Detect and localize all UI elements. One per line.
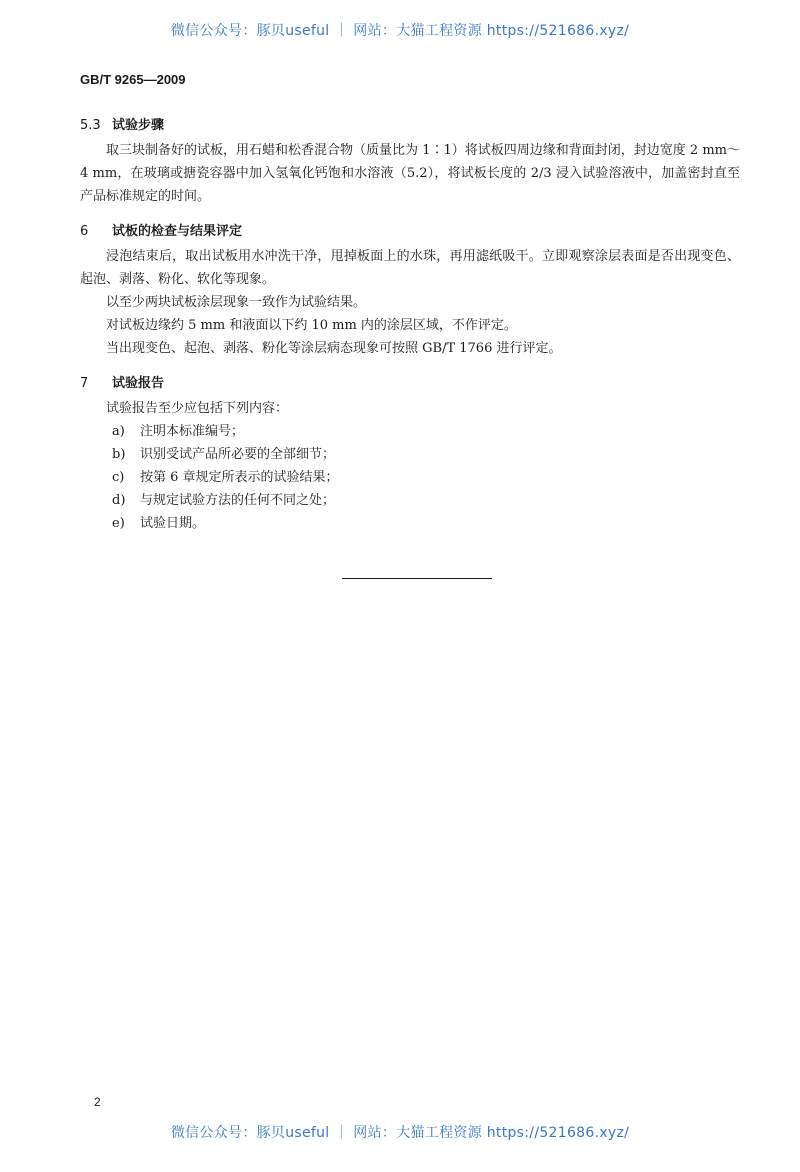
section-title: 试验步骤 (112, 118, 165, 133)
section-number: 7 (80, 376, 89, 391)
list-marker: d) (112, 493, 126, 508)
list-item (80, 512, 740, 535)
watermark-top: 微信公众号：豚贝useful ｜ 网站：大猫工程资源 https://521686.xyz/ (170, 23, 630, 39)
list-item (80, 466, 740, 489)
section-6-heading (80, 220, 740, 243)
section-number: 5.3 (80, 118, 101, 133)
list-item-text: 识别受试产品所必要的全部细节； (140, 447, 336, 462)
paragraph: 当出现变色、起泡、剥落、粉化等涂层病态现象可按照 GB/T 1766 进行评定。 (106, 341, 562, 356)
paragraph: 取三块制备好的试板，用石蜡和松香混合物（质量比为 1∶1）将试板四周边缘和背面封闭，封边宽度 2 mm～4 mm，在玻璃或搪瓷容器中加入氢氧化钙饱和水溶液（5.2），将试板长度的 2/3 浸入试验溶液中，加盖密封直至产品标准规定的时间。 (80, 143, 740, 204)
list-marker: c) (112, 470, 125, 485)
list-item (80, 443, 740, 466)
list-item-text: 与规定试验方法的任何不同之处； (140, 493, 336, 508)
list-marker: a) (112, 424, 125, 439)
paragraph: 对试板边缘约 5 mm 和液面以下约 10 mm 内的涂层区域，不作评定。 (106, 318, 517, 333)
section-title: 试板的检查与结果评定 (112, 224, 243, 239)
document-body (80, 110, 740, 535)
standard-code: GB/T 9265—2009 (80, 72, 186, 87)
paragraph: 以至少两块试板涂层现象一致作为试验结果。 (106, 295, 367, 310)
paragraph: 试验报告至少应包括下列内容： (106, 401, 289, 416)
paragraph: 浸泡结束后，取出试板用水冲洗干净，甩掉板面上的水珠，再用滤纸吸干。立即观察涂层表面是否出现变色、起泡、剥落、粉化、软化等现象。 (80, 249, 740, 287)
list-item-text: 试验日期。 (140, 516, 206, 531)
list-marker: b) (112, 447, 126, 462)
end-of-text-rule (342, 578, 492, 579)
section-number: 6 (80, 224, 89, 239)
list-item (80, 420, 740, 443)
section-5-3-heading (80, 114, 740, 137)
list-item-text: 注明本标准编号； (140, 424, 245, 439)
page-number: 2 (94, 1095, 101, 1109)
list-item-text: 按第 6 章规定所表示的试验结果； (140, 470, 339, 485)
watermark-bottom: 微信公众号：豚贝useful ｜ 网站：大猫工程资源 https://521686.xyz/ (170, 1125, 630, 1141)
section-title: 试验报告 (112, 376, 165, 391)
list-item (80, 489, 740, 512)
list-marker: e) (112, 516, 125, 531)
section-7-heading (80, 372, 740, 395)
